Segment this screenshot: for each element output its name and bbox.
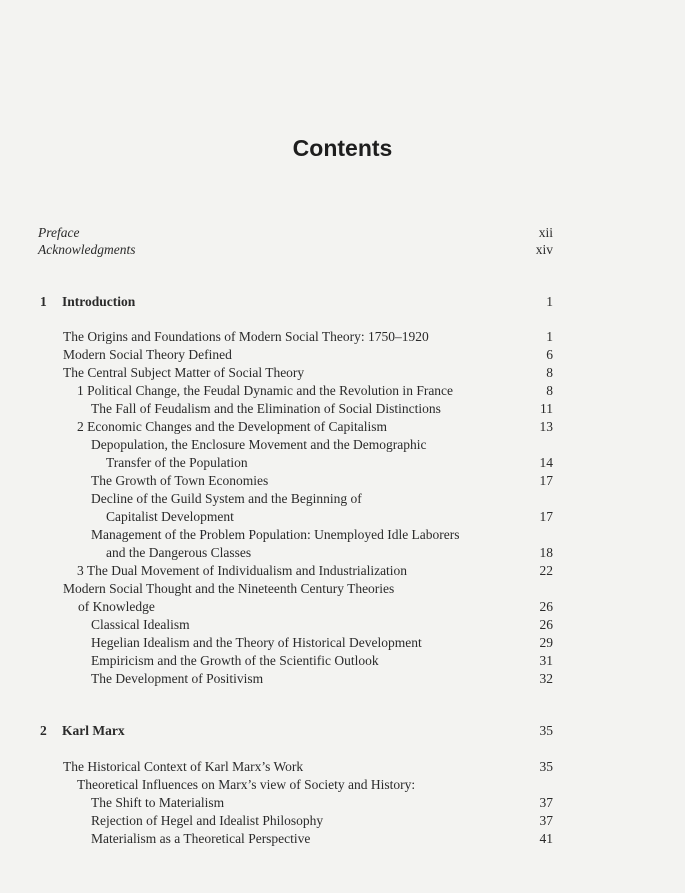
toc-page-number: 8 (546, 365, 553, 380)
toc-entry-title: 2 Economic Changes and the Development of Capitalism (77, 419, 388, 434)
toc-page-number: 18 (539, 545, 553, 560)
toc-entry (91, 670, 553, 688)
toc-page-number: 13 (539, 419, 553, 434)
toc-entry-title: 1 Political Change, the Feudal Dynamic and the Revolution in France (77, 383, 454, 398)
toc-page-number: xii (538, 225, 553, 240)
toc-entry (91, 472, 553, 490)
toc-entry-title: Empiricism and the Growth of the Scientific Outlook (91, 653, 379, 668)
toc-entry-title: The Central Subject Matter of Social Theory (63, 365, 305, 380)
toc-entry (91, 526, 553, 544)
toc-entry-title: Materialism as a Theoretical Perspective (91, 831, 311, 846)
toc-entry-title: The Development of Positivism (91, 671, 264, 686)
toc-page-number: 22 (539, 563, 553, 578)
page-title: Contents (292, 135, 393, 161)
toc-page-number: 6 (546, 347, 553, 362)
toc-entry (91, 616, 553, 634)
toc-page-number: 37 (539, 795, 553, 810)
toc-entry-title: The Fall of Feudalism and the Elimination of Social Distinctions (91, 401, 441, 416)
toc-entry (91, 652, 553, 670)
toc-entry (91, 794, 553, 812)
toc-entry (77, 562, 553, 580)
toc-entry-title: The Growth of Town Economies (91, 473, 269, 488)
toc-entry-title: Management of the Problem Population: Unemployed Idle Laborers (91, 527, 460, 542)
toc-page-number: 32 (539, 671, 553, 686)
toc-entry (78, 598, 553, 616)
toc-entry (91, 400, 553, 418)
toc-entry (91, 436, 553, 454)
toc-entry (106, 544, 553, 562)
toc-page-number: 14 (539, 455, 553, 470)
toc-page-number: 37 (539, 813, 553, 828)
chapter-title: Introduction (62, 294, 136, 309)
toc-entry (91, 830, 553, 848)
toc-page-number: 31 (539, 653, 553, 668)
toc-entry (63, 364, 553, 382)
toc-entry (63, 580, 553, 598)
toc-page-number: 41 (539, 831, 553, 846)
toc-entry (63, 758, 553, 776)
toc-page-number: xiv (535, 242, 553, 257)
toc-entry (106, 508, 553, 526)
toc-entry-title: Theoretical Influences on Marx’s view of Society and History: (77, 777, 416, 792)
toc-entry-title: of Knowledge (78, 599, 155, 614)
toc-page-number: 11 (540, 401, 553, 416)
chapter-title: Karl Marx (62, 723, 125, 738)
toc-page-number: 29 (539, 635, 553, 650)
toc-page-number: 17 (539, 473, 553, 488)
chapter-heading-1 (40, 293, 553, 311)
toc-entry (77, 776, 553, 794)
toc-page-number: 17 (539, 509, 553, 524)
toc-entry (106, 454, 553, 472)
toc-entry-title: Modern Social Thought and the Nineteenth Century Theories (63, 581, 395, 596)
toc-entry-title: The Origins and Foundations of Modern Social Theory: 1750–1920 (63, 329, 429, 344)
toc-page-number: 35 (539, 759, 553, 774)
toc-entry-title: Rejection of Hegel and Idealist Philosophy (91, 813, 324, 828)
toc-entry-title: Classical Idealism (91, 617, 190, 632)
toc-entry-title: and the Dangerous Classes (106, 545, 252, 560)
toc-page-number: 26 (539, 617, 553, 632)
toc-entry (63, 328, 553, 346)
toc-entry-preface (38, 224, 553, 242)
chapter-number: 1 (40, 294, 47, 309)
toc-entry-title: Capitalist Development (106, 509, 234, 524)
toc-entry (91, 634, 553, 652)
chapter-number: 2 (40, 723, 47, 738)
toc-entry-title: Acknowledgments (38, 242, 136, 257)
toc-entry (77, 418, 553, 436)
toc-page-number: 8 (546, 383, 553, 398)
toc-entry (91, 490, 553, 508)
toc-entry-title: Hegelian Idealism and the Theory of Historical Development (91, 635, 422, 650)
toc-entry-title: The Shift to Materialism (91, 795, 225, 810)
toc-page-number: 26 (539, 599, 553, 614)
toc-entry-title: The Historical Context of Karl Marx’s Work (63, 759, 304, 774)
toc-entry (91, 812, 553, 830)
toc-entry-title: 3 The Dual Movement of Individualism and Industrialization (77, 563, 408, 578)
toc-entry (63, 346, 553, 364)
toc-entry-title: Transfer of the Population (106, 455, 248, 470)
toc-entry (77, 382, 553, 400)
toc-entry-title: Modern Social Theory Defined (63, 347, 232, 362)
chapter-heading-2 (40, 722, 553, 740)
toc-entry-title: Decline of the Guild System and the Beginning of (91, 491, 362, 506)
toc-entry-title: Preface (38, 225, 80, 240)
toc-page-number: 1 (546, 329, 553, 344)
toc-entry-acknowledgments (38, 241, 553, 259)
toc-entry-title: Depopulation, the Enclosure Movement and the Demographic (91, 437, 427, 452)
toc-page-number: 1 (546, 294, 553, 309)
toc-page-number: 35 (539, 723, 553, 738)
